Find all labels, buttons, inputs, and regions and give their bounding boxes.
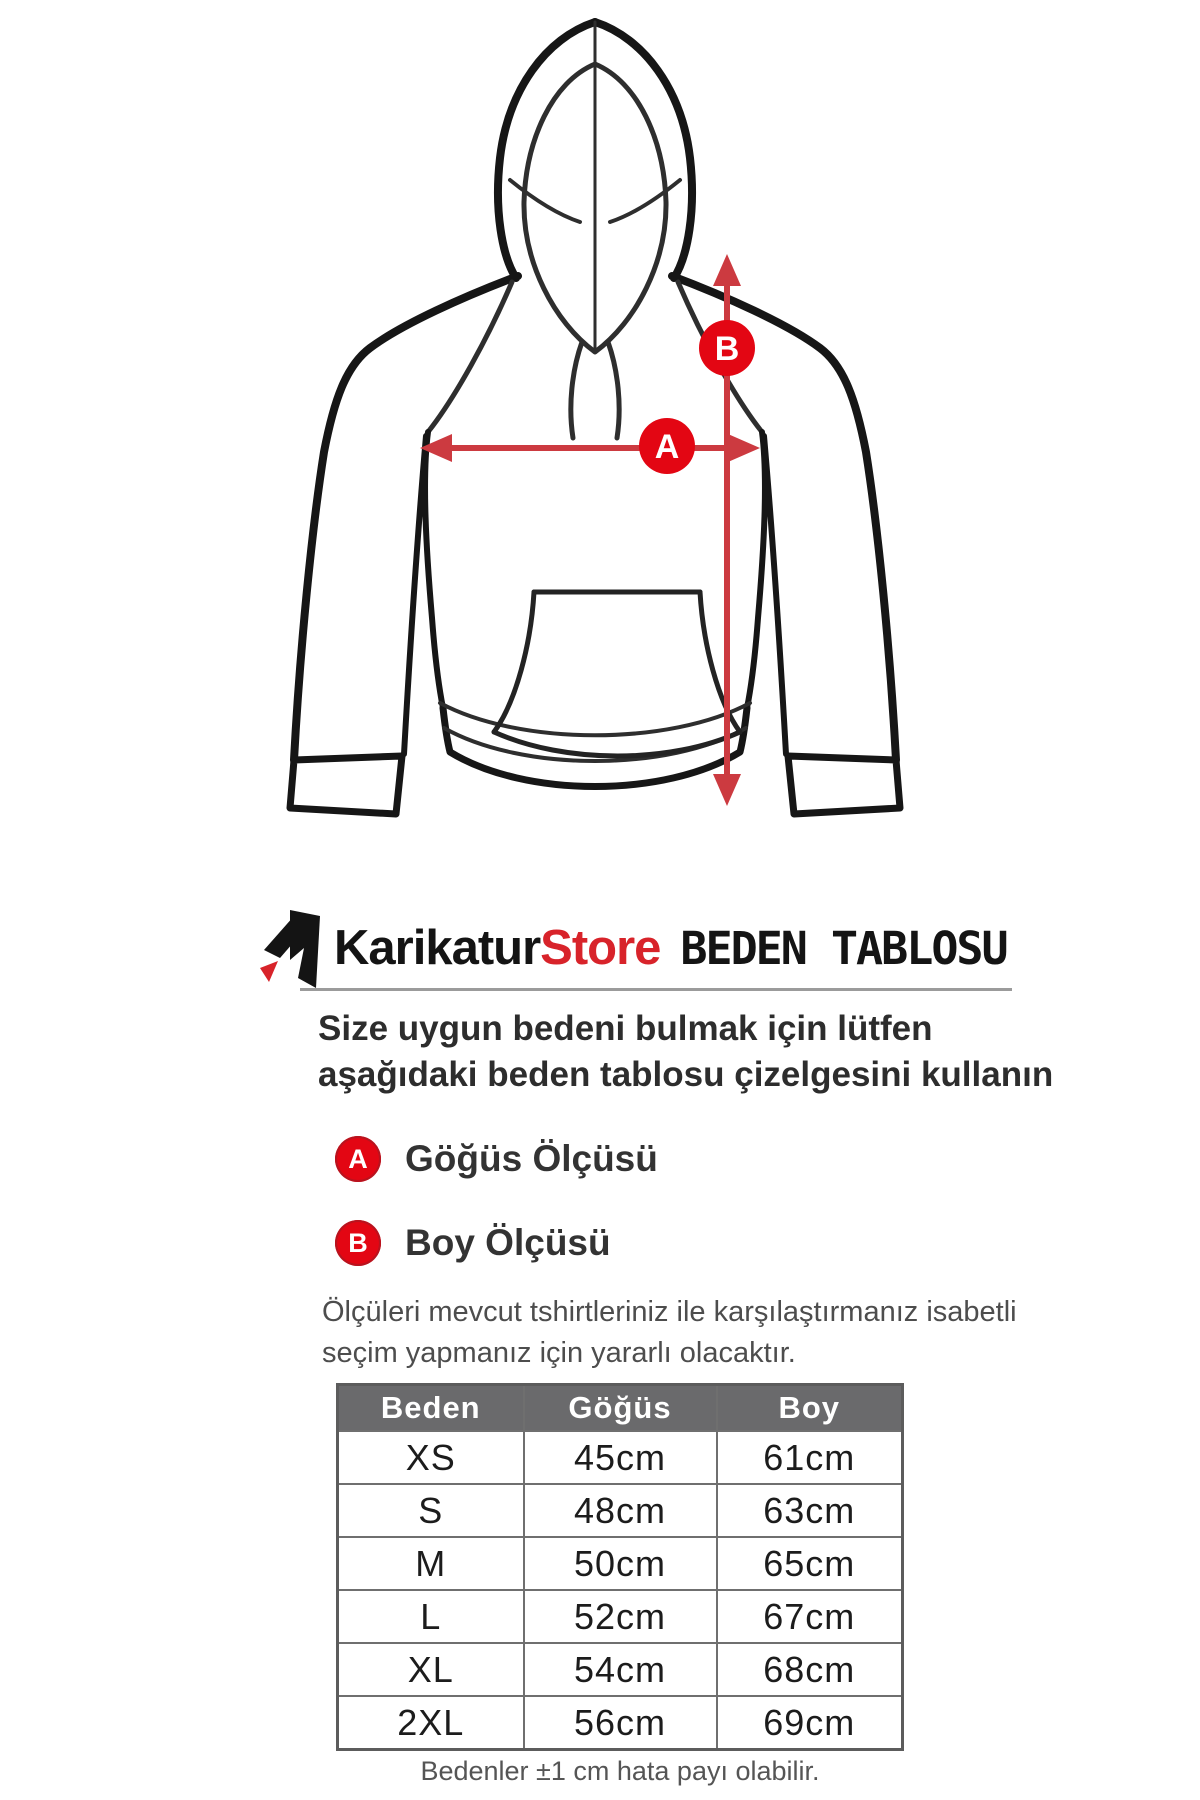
- header-gogus: Göğüs: [524, 1385, 717, 1432]
- table-cell: 68cm: [717, 1643, 903, 1696]
- note-text: [322, 1292, 1017, 1374]
- table-cell: 61cm: [717, 1431, 903, 1484]
- badge-b: [699, 320, 755, 376]
- note-line-1: Ölçüleri mevcut tshirtleriniz ile karşılaştırmanız isabetli: [322, 1296, 1017, 1328]
- table-cell: 69cm: [717, 1696, 903, 1750]
- table-cell: 56cm: [524, 1696, 717, 1750]
- hoodie-measurement-diagram: [250, 8, 910, 818]
- table-cell: L: [338, 1590, 524, 1643]
- table-row-xs: [338, 1431, 903, 1484]
- badge-a-letter: A: [654, 428, 680, 466]
- header-boy: Boy: [717, 1385, 903, 1432]
- legend-label-length: Boy Ölçüsü: [405, 1222, 611, 1263]
- brand-header: [256, 902, 1007, 994]
- page-title: BEDEN TABLOSU: [680, 921, 1007, 975]
- legend-badge-a: A: [335, 1136, 381, 1182]
- badge-a: [639, 418, 695, 474]
- intro-text: [318, 1006, 1053, 1098]
- table-cell: 52cm: [524, 1590, 717, 1643]
- table-row-l: [338, 1590, 903, 1643]
- table-cell: 67cm: [717, 1590, 903, 1643]
- table-cell: 63cm: [717, 1484, 903, 1537]
- table-cell: M: [338, 1537, 524, 1590]
- size-table: [336, 1383, 904, 1751]
- table-cell: 45cm: [524, 1431, 717, 1484]
- tolerance-note: Bedenler ±1 cm hata payı olabilir.: [420, 1756, 820, 1786]
- divider-line: [300, 988, 1012, 991]
- karikaturstore-logo-icon: [256, 904, 332, 992]
- hoodie-outline: [290, 22, 900, 814]
- legend-row-chest: [335, 1136, 658, 1182]
- brand-name: [334, 920, 660, 976]
- table-row-2xl: [338, 1696, 903, 1750]
- header-beden: Beden: [338, 1385, 524, 1432]
- table-cell: 48cm: [524, 1484, 717, 1537]
- table-cell: 65cm: [717, 1537, 903, 1590]
- table-row-m: [338, 1537, 903, 1590]
- table-row-xl: [338, 1643, 903, 1696]
- badge-b-letter: B: [714, 330, 740, 368]
- intro-line-1: Size uygun bedeni bulmak için lütfen: [318, 1009, 933, 1048]
- legend-badge-b: B: [335, 1220, 381, 1266]
- table-cell: 2XL: [338, 1696, 524, 1750]
- size-table-header-row: [338, 1385, 903, 1432]
- table-cell: 50cm: [524, 1537, 717, 1590]
- measurement-arrow-a: [420, 434, 760, 462]
- brand-name-black: Karikatur: [334, 921, 541, 975]
- table-cell: S: [338, 1484, 524, 1537]
- brand-name-red: Store: [540, 921, 661, 975]
- table-cell: XL: [338, 1643, 524, 1696]
- note-line-2: seçim yapmanız için yararlı olacaktır.: [322, 1337, 796, 1369]
- table-cell: 54cm: [524, 1643, 717, 1696]
- table-row-s: [338, 1484, 903, 1537]
- legend-row-length: [335, 1220, 611, 1266]
- intro-line-2: aşağıdaki beden tablosu çizelgesini kullanın: [318, 1055, 1054, 1094]
- table-cell: XS: [338, 1431, 524, 1484]
- legend-label-chest: Göğüs Ölçüsü: [405, 1138, 658, 1179]
